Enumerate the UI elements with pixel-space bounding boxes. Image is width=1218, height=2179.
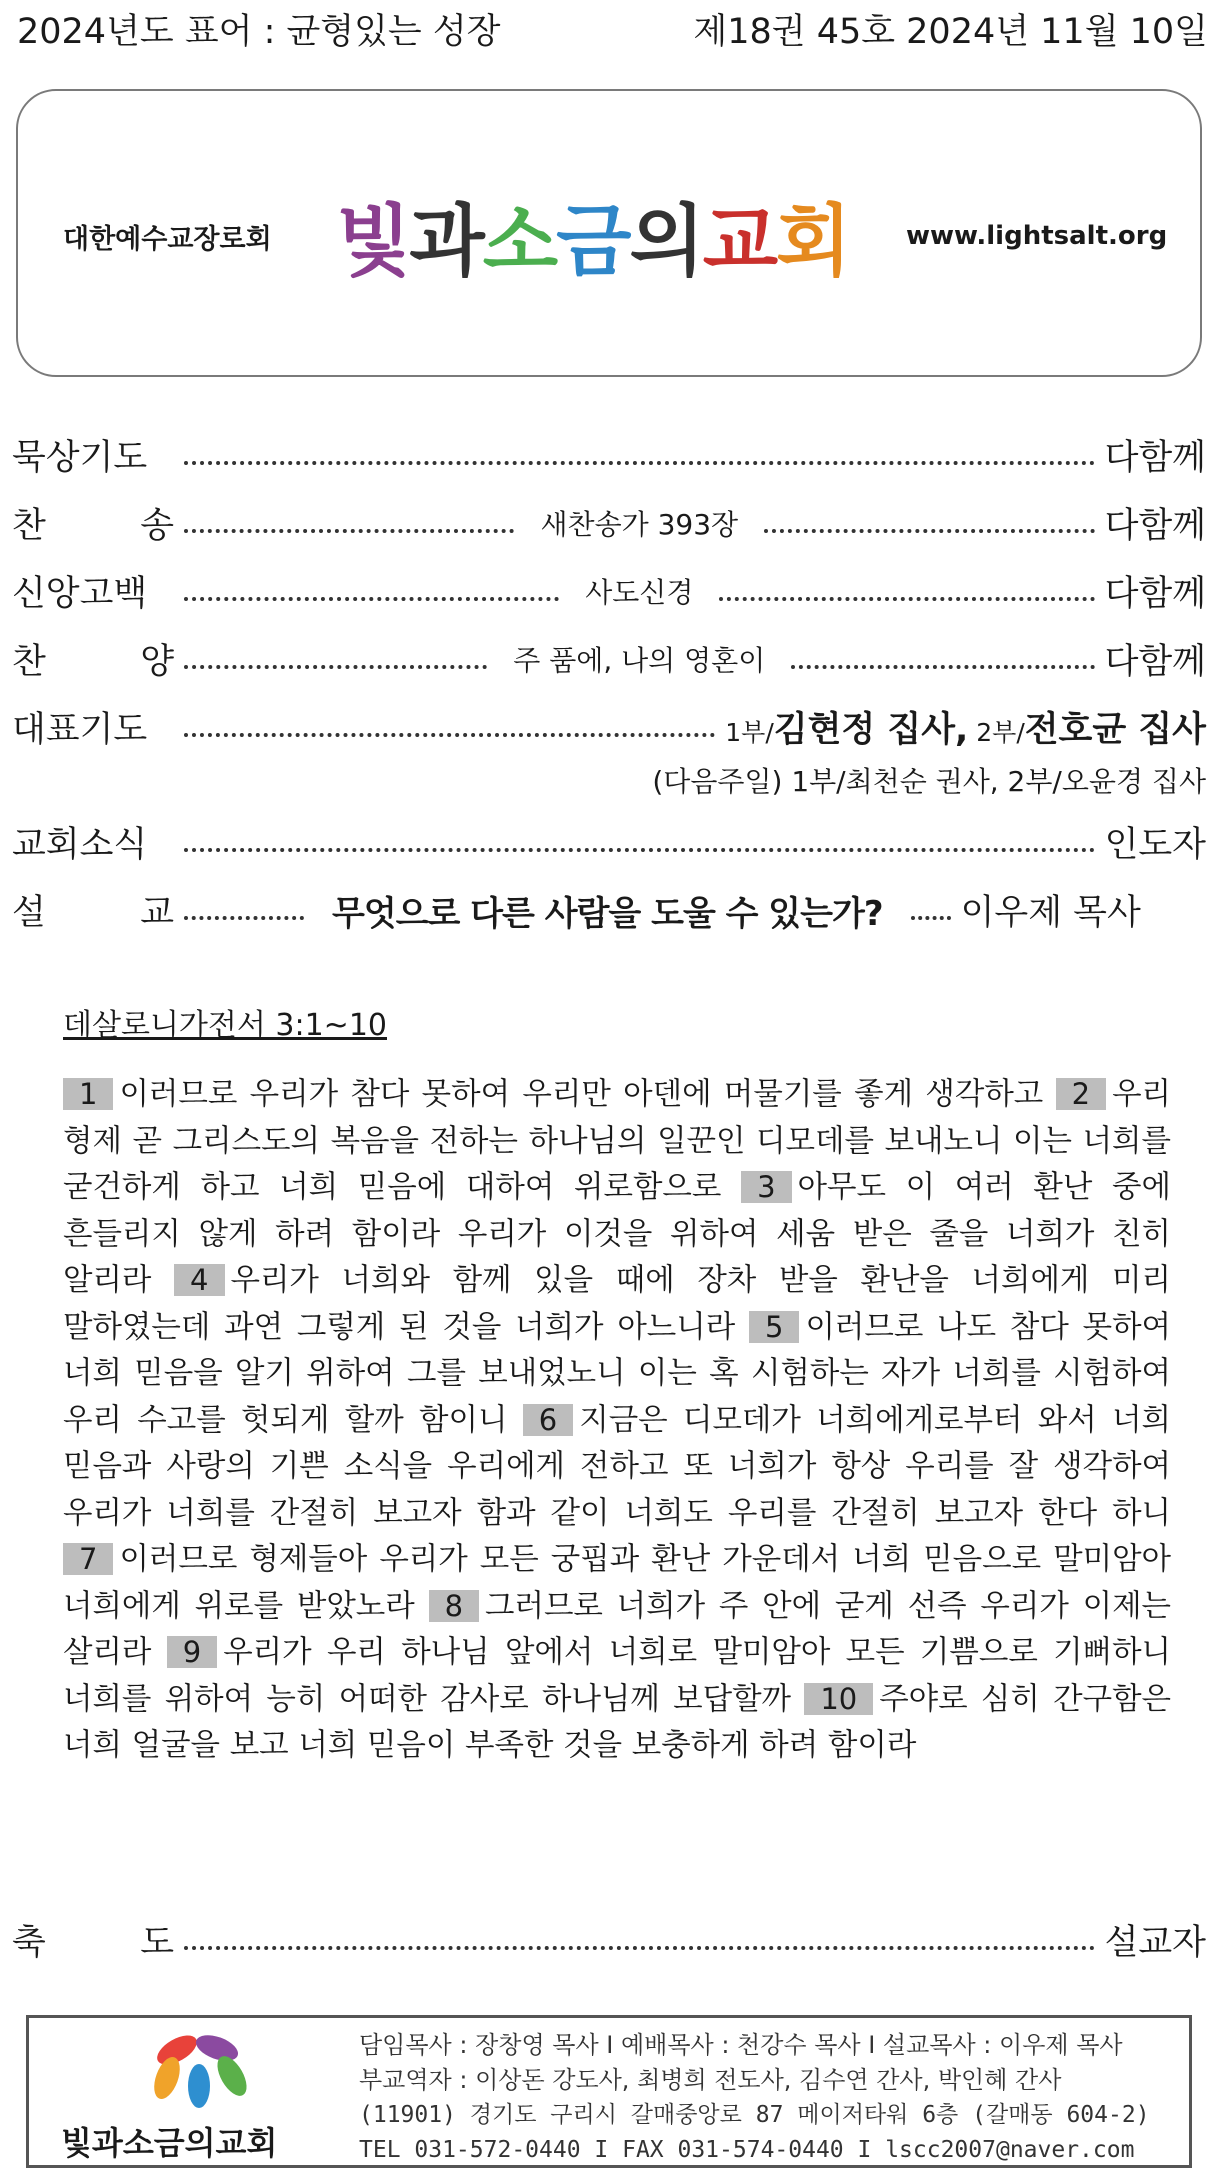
- leader-dots: [184, 529, 514, 533]
- leader-dots: [719, 597, 1094, 601]
- order-label: 묵상기도: [12, 438, 148, 478]
- next-week-prayer: (다음주일) 1부/최천순 권사, 2부/오윤경 집사: [652, 765, 1206, 798]
- order-leader: 다함께: [1104, 574, 1207, 614]
- logo-char: 교: [702, 197, 777, 287]
- verse-number: 5: [749, 1311, 799, 1343]
- masthead: [0, 0, 1218, 50]
- verse-number: 3: [741, 1171, 791, 1203]
- order-detail: 새찬송가 393장: [540, 508, 739, 541]
- leader-dots: [791, 665, 1094, 669]
- leader-dots: [911, 916, 951, 920]
- logo-char: 금: [556, 197, 630, 287]
- logo-char: 소: [482, 197, 557, 287]
- verse-number: 6: [523, 1404, 573, 1436]
- scripture-reference: 데살로니가전서 3:1~10: [63, 1008, 387, 1043]
- verse-text: 이러므로 나도 참다 못하여 너희 믿음을 알기 위하여 그를 보내었노니 이는 혹 시험하는 자가 너희를 시험하여 우리 수고를 헛되게 할까 함이니: [63, 1309, 1172, 1438]
- order-row-hymn: [12, 498, 1206, 548]
- verse-number: 9: [167, 1636, 217, 1668]
- order-row-announcements: [12, 817, 1206, 867]
- denomination: 대한예수교장로회: [63, 224, 272, 255]
- order-leader: 다함께: [1104, 438, 1206, 478]
- order-detail: 사도신경: [585, 576, 694, 609]
- logo-char: 과: [409, 197, 483, 287]
- sermon-title: 무엇으로 다른 사람을 도울 수 있는가?: [332, 893, 883, 934]
- order-leader: 다함께: [1104, 506, 1206, 546]
- order-label: 대표기도: [12, 710, 148, 750]
- leader-dots: [184, 665, 487, 669]
- scripture-text: [63, 1072, 1171, 1770]
- order-leader: 1부/김현정 집사, 2부/전호균 집사: [725, 710, 1206, 750]
- verse-text: 우리 형제 곧 그리스도의 복음을 전하는 하나님의 일꾼인 디모데를 보내노니 이는 너희를 굳건하게 하고 너희 믿음에 대하여 위로함으로: [63, 1077, 1171, 1205]
- leader-dots: [184, 916, 304, 920]
- verse-text: 아무도 이 여러 환난 중에 흔들리지 않게 하려 함이라 우리가 이것을 위하여 세움 받은 줄을 너희가 친히 알리라: [63, 1170, 1171, 1298]
- order-row-sermon: [12, 885, 1206, 935]
- logo-char: 빛: [336, 197, 410, 287]
- order-label: 찬 송: [12, 506, 174, 546]
- verse-text: 우리가 너희와 함께 있을 때에 장차 받을 환난을 너희에게 미리 말하였는데 과연 그렇게 된 것을 너희가 아느니라: [63, 1263, 1171, 1345]
- verse-text: 이러므로 우리가 참다 못하여 우리만 아덴에 머물기를 좋게 생각하고: [119, 1077, 1056, 1112]
- order-leader: 설교자: [1104, 1923, 1206, 1963]
- staff-ministers: 부교역자 : 이상돈 강도사, 최병희 전도사, 김수연 간사, 박인혜 간사: [359, 2066, 1062, 2094]
- logo-char: 의: [629, 197, 703, 287]
- logo-char: 회: [776, 197, 850, 287]
- leader-dots: [184, 848, 1095, 852]
- order-detail: 주 품에, 나의 영혼이: [513, 644, 766, 677]
- verse-number: 10: [804, 1683, 873, 1715]
- leader-dots: [184, 461, 1095, 465]
- verse-text: 주야로 심히 간구함은 너희 얼굴을 보고 너희 믿음이 부족한 것을 보충하게 하려 함이라: [63, 1681, 1171, 1763]
- church-address: (11901) 경기도 구리시 갈매중앙로 87 메이저타워 6층 (갈매동 604-2): [359, 2102, 1150, 2128]
- verse-number: 2: [1056, 1078, 1106, 1110]
- order-row-representative-prayer: [12, 702, 1206, 752]
- order-label: 신앙고백: [12, 574, 148, 614]
- order-label: 교회소식: [12, 825, 148, 865]
- scripture-section: [63, 1000, 1171, 1770]
- order-leader: 이우제 목사: [960, 893, 1141, 933]
- leader-dots: [184, 1946, 1095, 1950]
- contact-info: TEL 031-572-0440 I FAX 031-574-0440 I lscc2007@naver.com: [359, 2137, 1135, 2163]
- order-leader: 인도자: [1104, 825, 1206, 865]
- church-footer: [26, 2015, 1192, 2168]
- year-motto: 2024년도 표어 : 균형있는 성장: [17, 12, 501, 52]
- verse-number: 8: [429, 1590, 479, 1622]
- order-label: 설 교: [12, 893, 174, 933]
- order-row-benediction: [12, 1915, 1206, 1965]
- verse-number: 7: [63, 1543, 113, 1575]
- staff-pastors: 담임목사 : 장창영 목사 I 예배목사 : 천강수 목사 I 설교목사 : 이우제 목사: [359, 2031, 1123, 2059]
- flower-petal: [188, 2064, 210, 2108]
- flower-petal: [193, 2030, 242, 2066]
- verse-text: 지금은 디모데가 너희에게로부터 와서 너희 믿음과 사랑의 기쁜 소식을 우리에게 전하고 또 너희가 항상 우리를 잘 생각하여 우리가 너희를 간절히 보고자 함과 같이 너희도 우리를 간절히 보고자 한다 하니: [63, 1402, 1171, 1531]
- church-logo-wordmark: [336, 179, 850, 291]
- church-banner: [16, 89, 1202, 377]
- leader-dots: [184, 733, 715, 737]
- issue-info: 제18권 45호 2024년 11월 10일: [693, 12, 1208, 52]
- footer-logo-text: 빛과소금의교회: [61, 2124, 278, 2162]
- verse-text: 우리가 우리 하나님 앞에서 너희로 말미암아 모든 기쁨으로 기뻐하니 너희를 위하여 능히 어떠한 감사로 하나님께 보답할까: [63, 1635, 1171, 1717]
- order-leader: 다함께: [1104, 642, 1206, 682]
- order-label: 축 도: [12, 1923, 174, 1963]
- order-label: 찬 양: [12, 642, 174, 682]
- church-info: [359, 2028, 1150, 2168]
- verse-number: 1: [63, 1078, 113, 1110]
- flower-logo-icon: [137, 2028, 267, 2114]
- order-row-silent-prayer: [12, 430, 1206, 480]
- leader-dots: [184, 597, 559, 601]
- verse-text: 이러므로 형제들아 우리가 모든 궁핍과 환난 가운데서 너희 믿음으로 말미암아 너희에게 위로를 받았노라: [63, 1542, 1171, 1624]
- church-url[interactable]: www.lightsalt.org: [906, 221, 1168, 251]
- order-row-praise: [12, 634, 1206, 684]
- order-row-creed: [12, 566, 1206, 616]
- verse-number: 4: [174, 1264, 224, 1296]
- verse-text: 그러므로 너희가 주 안에 굳게 선즉 우리가 이제는 살리라: [63, 1588, 1172, 1670]
- leader-dots: [764, 529, 1094, 533]
